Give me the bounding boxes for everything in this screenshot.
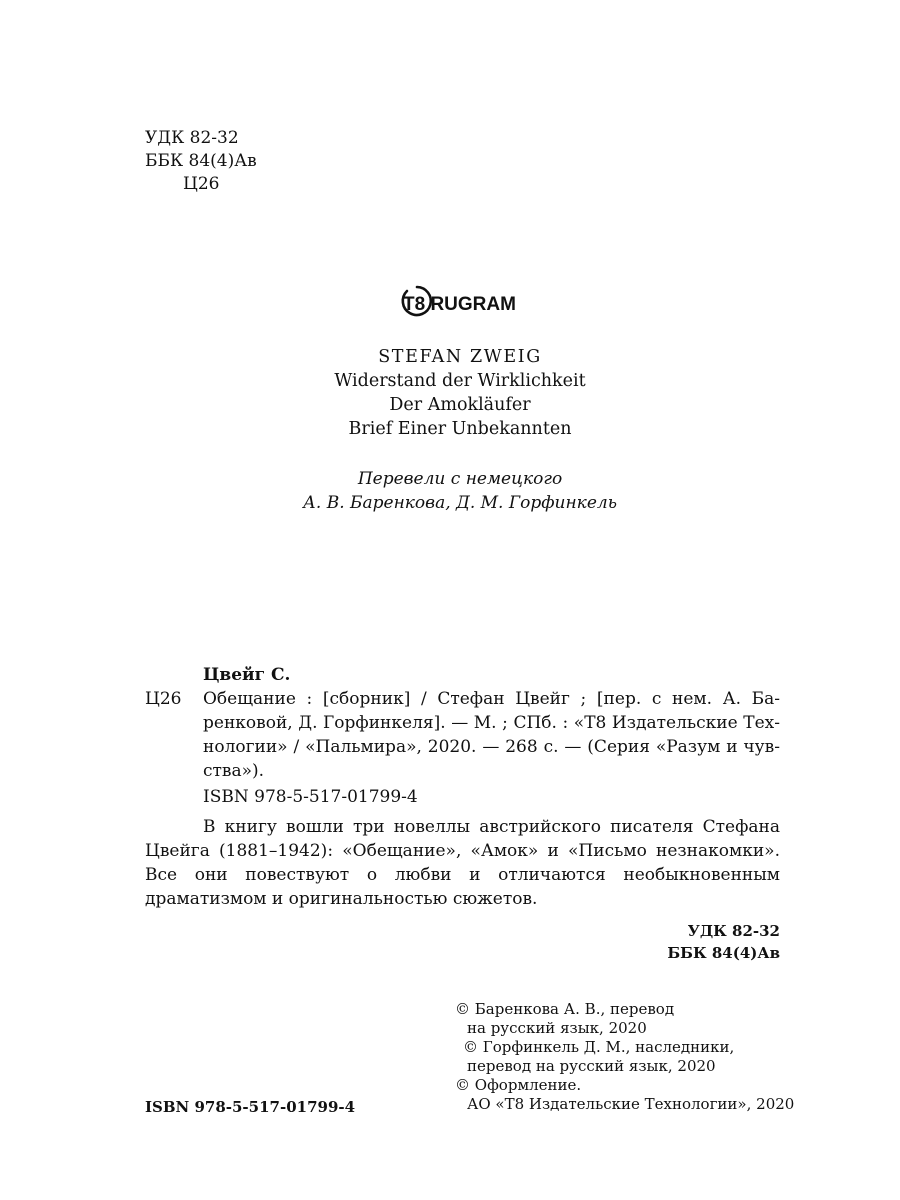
- logo-text: T8 RUGRAM: [403, 294, 516, 315]
- copyright-entry: [455, 1038, 785, 1076]
- author-mark: Ц26: [183, 174, 220, 194]
- bottom-classification: [600, 920, 780, 964]
- catalog-annotation: В книгу вошли три новеллы австрийского писателя Стефана Цвейга (1881–1942): «Обещание», «Амок» и «Письмо незнакомки». Все они повествуют о любви и отличаются необыкновенным драматизмом и оригинальностью сюжетов.: [145, 817, 780, 909]
- catalog-record: [145, 663, 780, 911]
- translators-names: А. В. Баренкова, Д. М. Горфинкель: [303, 493, 617, 513]
- bottom-udk: УДК 82-32: [687, 922, 780, 940]
- original-title: Der Amokläufer: [389, 395, 531, 415]
- publisher-logo: [395, 283, 535, 319]
- bbk-code: ББК 84(4)Ав: [145, 151, 257, 171]
- catalog-author-mark: Ц26: [145, 689, 182, 709]
- translation-note: Перевели с немецкого: [357, 469, 563, 489]
- isbn-bottom: ISBN 978-5-517-01799-4: [145, 1098, 356, 1116]
- catalog-description: [145, 687, 780, 783]
- udk-code: УДК 82-32: [145, 128, 239, 148]
- catalog-author-heading: Цвейг С.: [203, 665, 291, 685]
- copyright-line: © Горфинкель Д. М., наследники,: [463, 1038, 735, 1056]
- copyright-entry: [455, 1000, 785, 1038]
- bottom-bbk: ББК 84(4)Ав: [667, 944, 780, 962]
- copyright-line: АО «Т8 Издательские Технологии», 2020: [467, 1095, 795, 1113]
- original-title: Widerstand der Wirklichkeit: [334, 371, 586, 391]
- copyright-line: © Оформление.: [455, 1076, 582, 1094]
- catalog-isbn: ISBN 978-5-517-01799-4: [203, 787, 418, 807]
- original-author: STEFAN ZWEIG: [378, 347, 542, 367]
- catalog-description-text: Обещание : [сборник] / Стефан Цвейг ; [пер. с нем. А. Баренковой, Д. Горфинкеля]. — М. ; СПб. : «Т8 Издательские Технологии» / «Пальмира», 2020. — 268 с. — (Серия «Разум и чувства»).: [203, 689, 780, 781]
- t8-rugram-logo-icon: [395, 283, 535, 319]
- copyright-line: на русский язык, 2020: [467, 1019, 647, 1037]
- copyright-line: перевод на русский язык, 2020: [467, 1057, 716, 1075]
- translators-block: [0, 467, 900, 515]
- copyright-entry: [455, 1076, 795, 1114]
- original-edition-block: [0, 345, 900, 441]
- copyright-line: © Баренкова А. В., перевод: [455, 1000, 675, 1018]
- classification-block: [145, 127, 257, 196]
- original-title: Brief Einer Unbekannten: [348, 419, 572, 439]
- copyright-block: [455, 1000, 795, 1114]
